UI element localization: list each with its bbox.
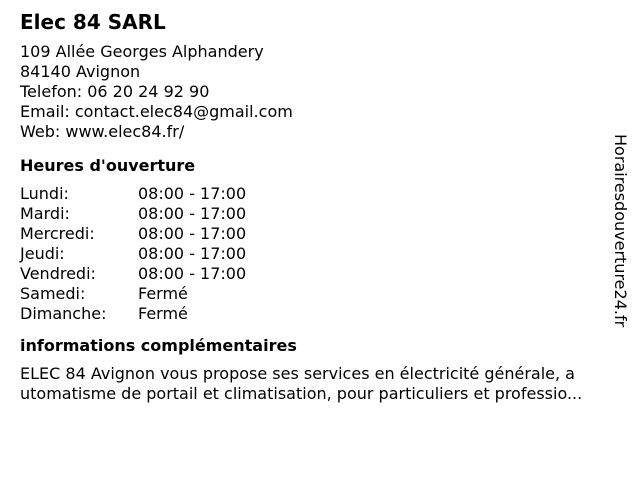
hours-day: Lundi:: [20, 184, 69, 203]
hours-time: 08:00 - 17:00: [138, 184, 247, 203]
hours-row: [20, 284, 620, 304]
hours-day: Vendredi:: [20, 264, 96, 283]
hours-row: [20, 184, 620, 204]
hours-time: 08:00 - 17:00: [138, 244, 247, 263]
hours-day: Mardi:: [20, 204, 70, 223]
business-name: Elec 84 SARL: [20, 10, 166, 34]
hours-time: Fermé: [138, 284, 188, 303]
contact-block: [20, 42, 620, 142]
hours-time: Fermé: [138, 304, 188, 323]
hours-time: 08:00 - 17:00: [138, 264, 247, 283]
hours-row: [20, 244, 620, 264]
hours-day: Jeudi:: [20, 244, 65, 263]
address-city: 84140 Avignon: [20, 62, 141, 81]
hours-row: [20, 204, 620, 224]
hours-row: [20, 304, 620, 324]
hours-day: Samedi:: [20, 284, 86, 303]
info-line: utomatisme de portail et climatisation, pour particuliers et professio...: [20, 384, 583, 403]
hours-row: [20, 224, 620, 244]
hours-time: 08:00 - 17:00: [138, 204, 247, 223]
hours-heading: Heures d'ouverture: [20, 156, 196, 175]
address-street: 109 Allée Georges Alphandery: [20, 42, 264, 61]
hours-row: [20, 264, 620, 284]
email-address[interactable]: Email: contact.elec84@gmail.com: [20, 102, 293, 121]
info-line: ELEC 84 Avignon vous propose ses services en électricité générale, a: [20, 364, 575, 383]
hours-table: [20, 184, 620, 324]
business-card: [20, 10, 620, 404]
hours-time: 08:00 - 17:00: [138, 224, 247, 243]
info-heading: informations complémentaires: [20, 336, 297, 355]
site-watermark: Horairesdouverture24.fr: [611, 134, 630, 328]
website-link[interactable]: Web: www.elec84.fr/: [20, 122, 185, 141]
phone-number[interactable]: Telefon: 06 20 24 92 90: [20, 82, 210, 101]
hours-day: Dimanche:: [20, 304, 107, 323]
info-description: [20, 364, 630, 404]
hours-day: Mercredi:: [20, 224, 95, 243]
